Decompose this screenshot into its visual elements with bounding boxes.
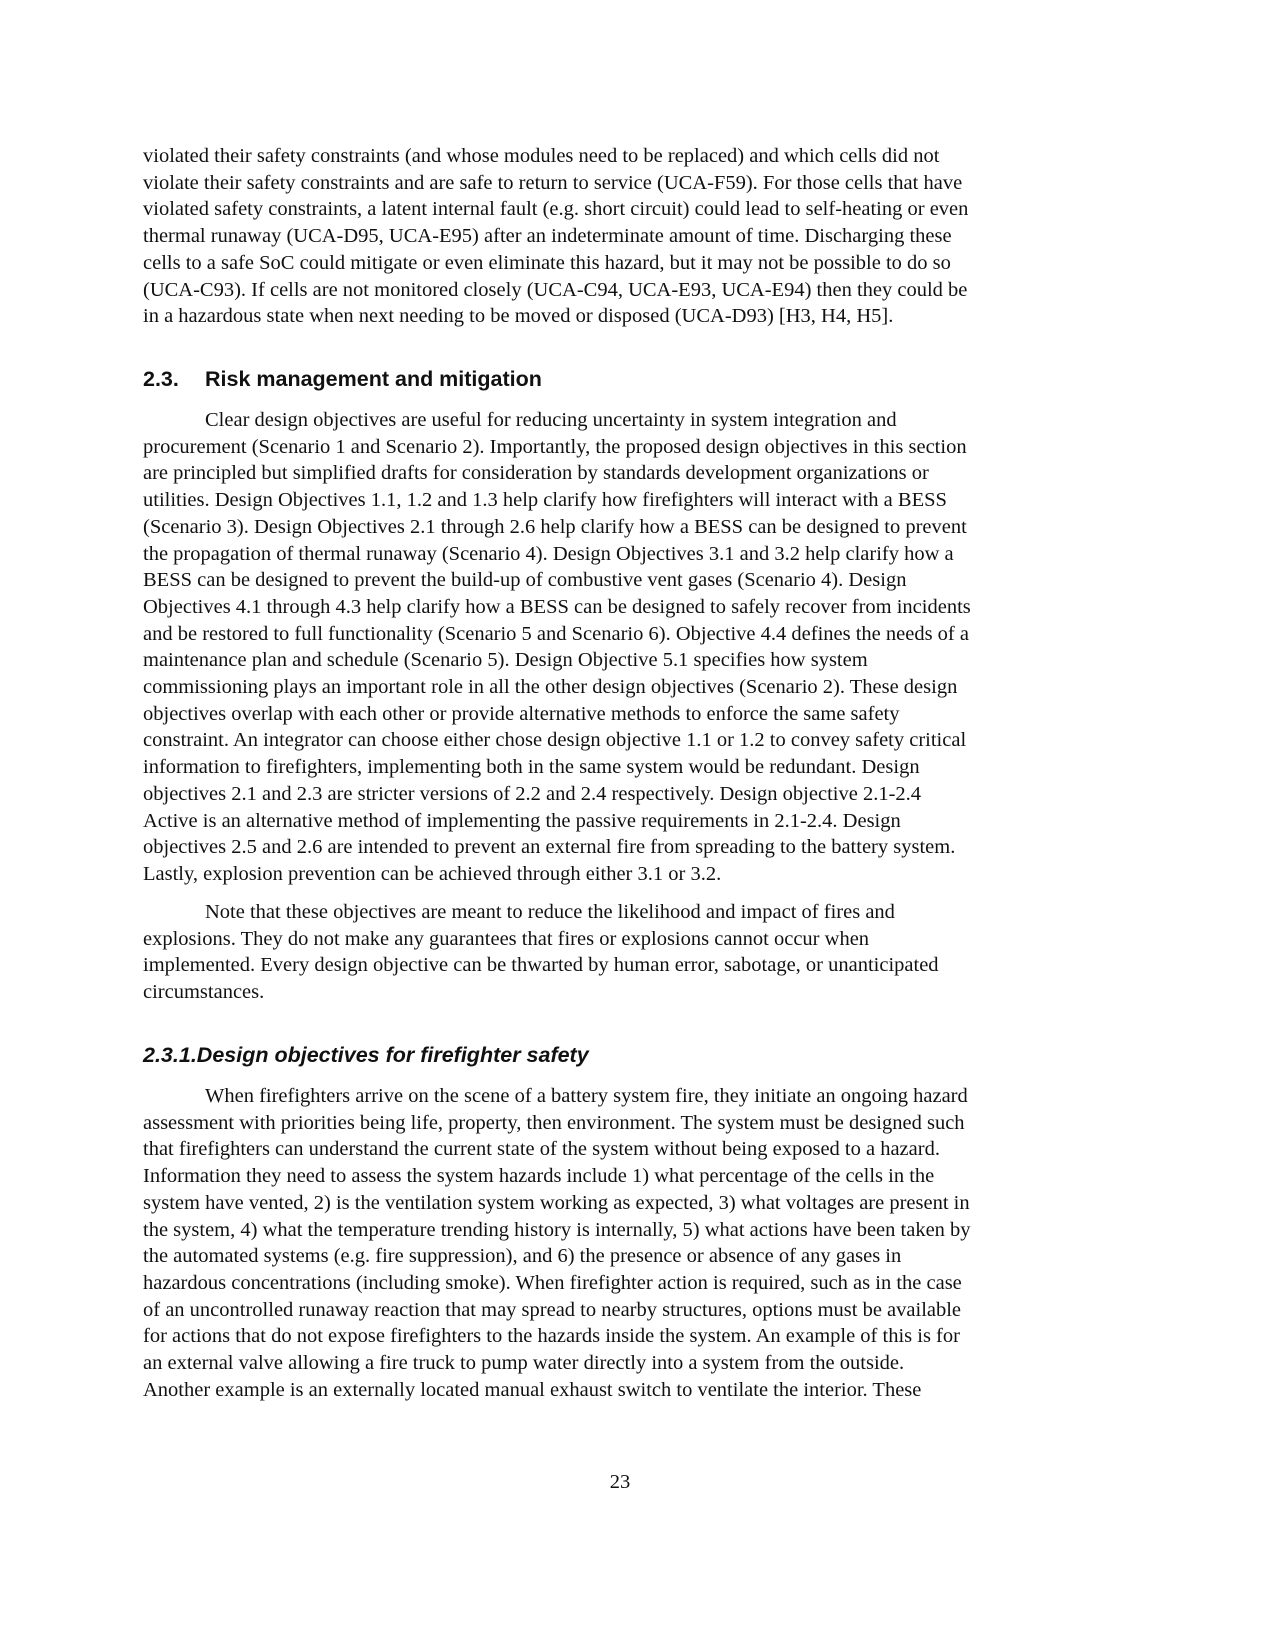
- text-line: Lastly, explosion prevention can be achieved through either 3.1 or 3.2.: [143, 862, 722, 885]
- text-line: explosions. They do not make any guarantees that fires or explosions cannot occur when: [143, 927, 870, 950]
- text-line: procurement (Scenario 1 and Scenario 2). Importantly, the proposed design objectives in this section: [143, 435, 967, 458]
- text-line: Objectives 4.1 through 4.3 help clarify how a BESS can be designed to safely recover from incidents: [143, 595, 971, 618]
- text-line: BESS can be designed to prevent the build-up of combustive vent gases (Scenario 4). Design: [143, 569, 907, 592]
- heading-title: Risk management and mitigation: [205, 367, 542, 391]
- page-number: 23: [609, 1471, 631, 1493]
- text-line: violate their safety constraints and are safe to return to service (UCA-F59). For those cells that have: [143, 171, 963, 194]
- text-line: of an uncontrolled runaway reaction that may spread to nearby structures, options must be available: [143, 1298, 962, 1321]
- text-line: objectives 2.5 and 2.6 are intended to prevent an external fire from spreading to the battery system.: [143, 836, 956, 859]
- text-line: in a hazardous state when next needing to be moved or disposed (UCA-D93) [H3, H4, H5].: [143, 305, 894, 328]
- text-line: are principled but simplified drafts for consideration by standards development organizations or: [143, 462, 929, 485]
- text-line: system have vented, 2) is the ventilation system working as expected, 3) what voltages are present in: [143, 1191, 970, 1214]
- heading-title: Design objectives for firefighter safety: [196, 1043, 589, 1067]
- paragraph-note: [143, 899, 1083, 1006]
- heading-number: 2.3.1.: [143, 1043, 197, 1067]
- heading-number: 2.3.: [143, 367, 179, 391]
- text-line: violated safety constraints, a latent internal fault (e.g. short circuit) could lead to self-heating or even: [143, 198, 969, 221]
- text-line: When firefighters arrive on the scene of a battery system fire, they initiate an ongoing hazard: [205, 1085, 968, 1107]
- text-line: constraint. An integrator can choose either chose design objective 1.1 or 1.2 to convey safety critical: [143, 729, 967, 752]
- text-line: Clear design objectives are useful for reducing uncertainty in system integration and: [205, 409, 897, 431]
- text-line: the propagation of thermal runaway (Scenario 4). Design Objectives 3.1 and 3.2 help clarify how a: [143, 542, 954, 565]
- text-line: circumstances.: [143, 981, 265, 1004]
- paragraph-firefighter-safety: [143, 1083, 1083, 1403]
- paragraph-continued: [143, 143, 1083, 330]
- paragraph-design-objectives: [143, 407, 1083, 888]
- text-line: objectives overlap with each other or provide alternative methods to enforce the same safety: [143, 702, 900, 725]
- text-line: (UCA-C93). If cells are not monitored closely (UCA-C94, UCA-E93, UCA-E94) then they could be: [143, 278, 968, 301]
- text-line: and be restored to full functionality (Scenario 5 and Scenario 6). Objective 4.4 defines the needs of a: [143, 622, 969, 645]
- text-line: (Scenario 3). Design Objectives 2.1 through 2.6 help clarify how a BESS can be designed to prevent: [143, 515, 967, 538]
- text-line: violated their safety constraints (and whose modules need to be replaced) and which cells did not: [143, 145, 940, 167]
- text-line: Note that these objectives are meant to reduce the likelihood and impact of fires and: [205, 901, 895, 923]
- text-line: utilities. Design Objectives 1.1, 1.2 and 1.3 help clarify how firefighters will interact with a BESS: [143, 489, 947, 512]
- text-line: the system, 4) what the temperature trending history is internally, 5) what actions have been taken by: [143, 1218, 971, 1241]
- text-line: Information they need to assess the system hazards include 1) what percentage of the cells in the: [143, 1165, 935, 1188]
- text-line: information to firefighters, implementing both in the same system would be redundant. Design: [143, 756, 920, 779]
- text-line: thermal runaway (UCA-D95, UCA-E95) after an indeterminate amount of time. Discharging these: [143, 225, 952, 248]
- text-line: implemented. Every design objective can be thwarted by human error, sabotage, or unanticipated: [143, 954, 939, 977]
- text-line: for actions that do not expose firefighters to the hazards inside the system. An example of this is for: [143, 1325, 960, 1348]
- text-line: Another example is an externally located manual exhaust switch to ventilate the interior. These: [143, 1378, 922, 1401]
- text-line: cells to a safe SoC could mitigate or even eliminate this hazard, but it may not be possible to do so: [143, 251, 951, 274]
- text-line: the automated systems (e.g. fire suppression), and 6) the presence or absence of any gases in: [143, 1245, 902, 1268]
- text-line: that firefighters can understand the current state of the system without being exposed to a hazard.: [143, 1138, 940, 1161]
- text-line: assessment with priorities being life, property, then environment. The system must be designed such: [143, 1111, 965, 1134]
- text-line: objectives 2.1 and 2.3 are stricter versions of 2.2 and 2.4 respectively. Design objective 2.1-2.4: [143, 782, 922, 805]
- text-line: hazardous concentrations (including smoke). When firefighter action is required, such as in the case: [143, 1271, 962, 1294]
- text-line: commissioning plays an important role in all the other design objectives (Scenario 2). These design: [143, 676, 958, 699]
- section-heading-2-3: [143, 367, 542, 392]
- text-line: Active is an alternative method of implementing the passive requirements in 2.1-2.4. Design: [143, 809, 901, 832]
- text-line: an external valve allowing a fire truck to pump water directly into a system from the outside.: [143, 1352, 905, 1375]
- section-heading-2-3-1: [143, 1043, 589, 1068]
- text-line: maintenance plan and schedule (Scenario 5). Design Objective 5.1 specifies how system: [143, 649, 868, 672]
